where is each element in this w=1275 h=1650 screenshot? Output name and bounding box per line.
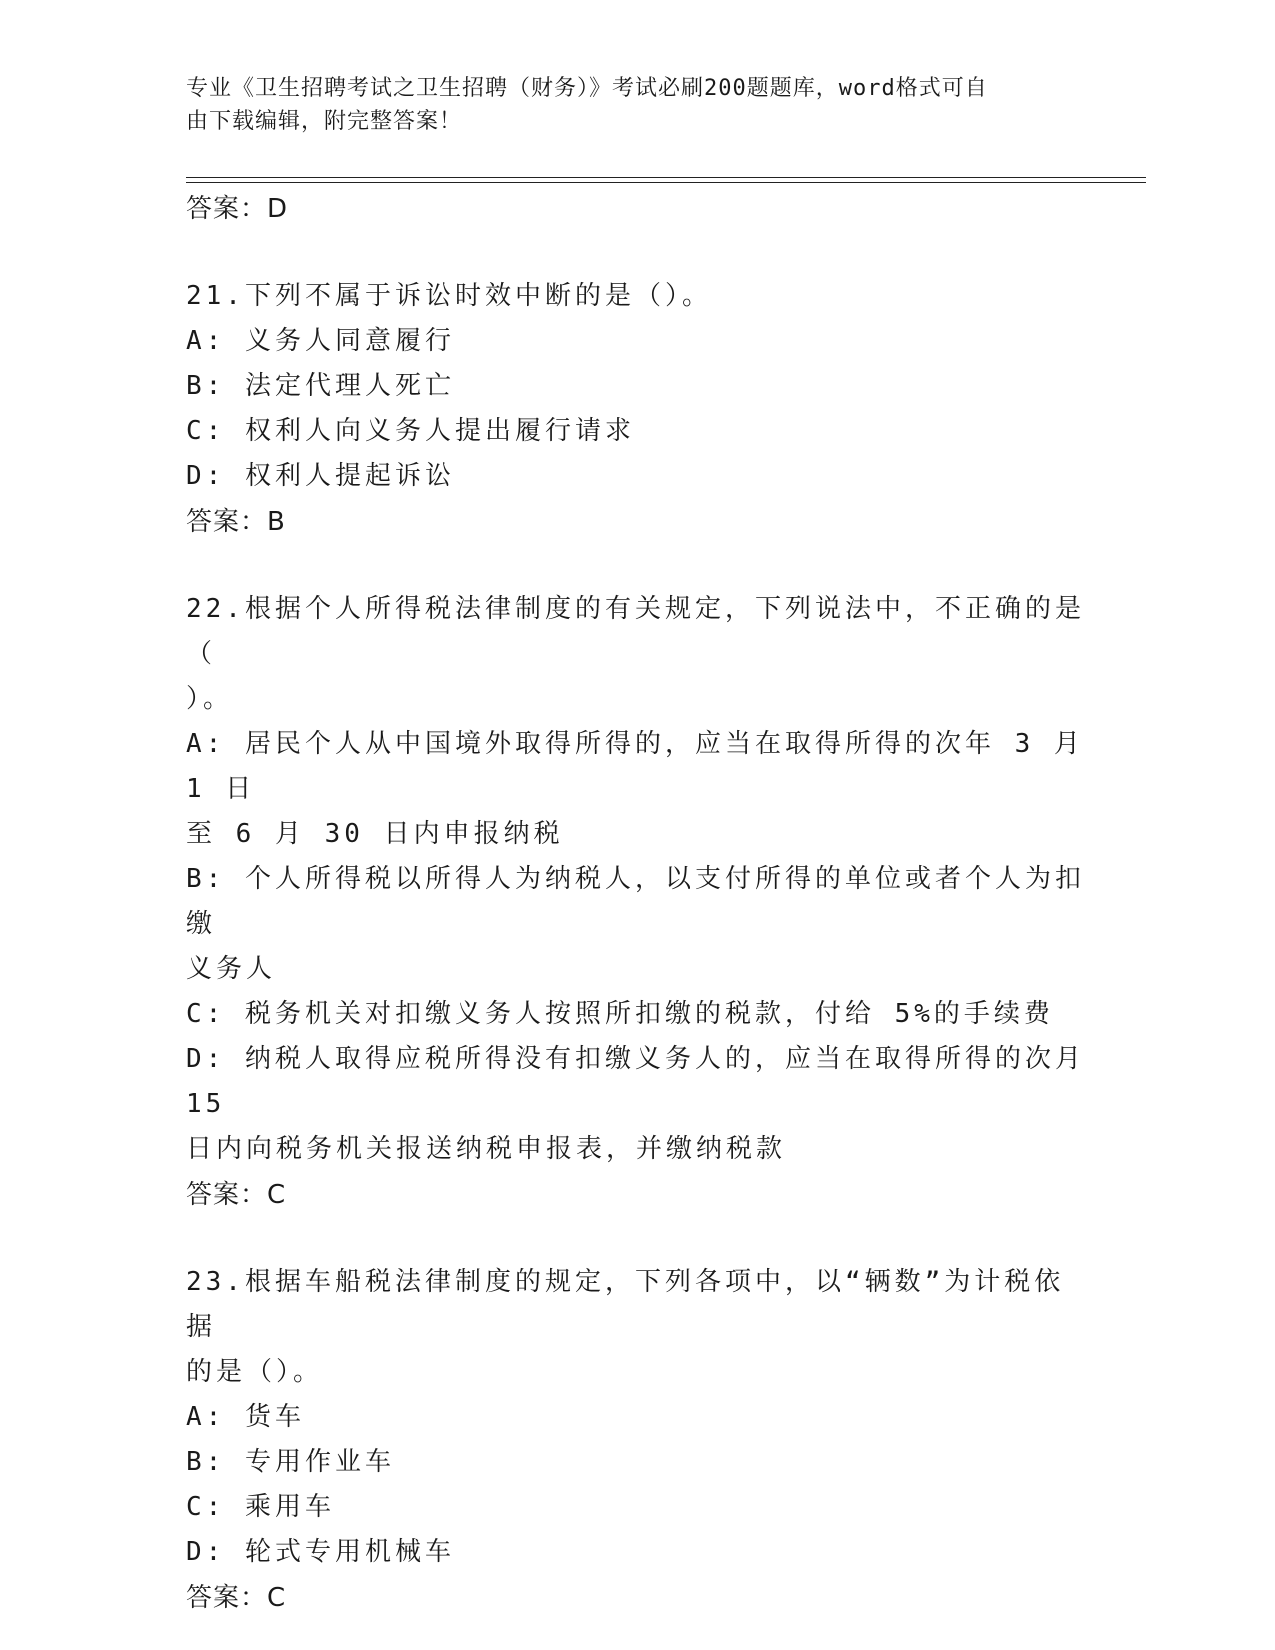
answer: 答案：C [186, 1583, 287, 1613]
option-a [186, 319, 1086, 364]
question-list [186, 186, 1086, 1621]
question-22 [186, 587, 1086, 1218]
option-c [186, 992, 1086, 1037]
question-stem: ）。 [186, 684, 234, 714]
option-b [186, 1440, 1086, 1485]
option-text: A: 货车 [186, 1402, 305, 1432]
option-text: D: 纳税人取得应税所得没有扣缴义务人的，应当在取得所得的次月 15 [186, 1044, 1085, 1119]
header-divider [186, 177, 1146, 178]
option-d [186, 1530, 1086, 1575]
answer: 答案：C [186, 1180, 287, 1210]
header-line: 专业《卫生招聘考试之卫生招聘（财务）》考试必刷200题题库，word格式可自 [186, 76, 988, 101]
option-text: D: 轮式专用机械车 [186, 1537, 455, 1567]
option-text: D: 权利人提起诉讼 [186, 461, 455, 491]
previous-answer: 答案：D [186, 194, 289, 224]
option-a [186, 722, 1086, 857]
option-a [186, 1395, 1086, 1440]
option-text: B: 法定代理人死亡 [186, 371, 455, 401]
option-text: B: 专用作业车 [186, 1447, 395, 1477]
question-stem: 23.根据车船税法律制度的规定，下列各项中，以“辆数”为计税依据 [186, 1267, 1065, 1342]
option-d [186, 1037, 1086, 1172]
option-text: 日内向税务机关报送纳税申报表，并缴纳税款 [186, 1134, 787, 1164]
header-line: 由下载编辑，附完整答案！ [186, 109, 463, 134]
option-text: C: 权利人向义务人提出履行请求 [186, 416, 635, 446]
question-21 [186, 274, 1086, 545]
option-text: 至 6 月 30 日内申报纳税 [186, 819, 564, 849]
question-stem: 21.下列不属于诉讼时效中断的是（）。 [186, 281, 712, 311]
option-text: B: 个人所得税以所得人为纳税人，以支付所得的单位或者个人为扣缴 [186, 864, 1085, 939]
option-text: A: 义务人同意履行 [186, 326, 455, 356]
question-23 [186, 1260, 1086, 1621]
header-divider [186, 182, 1146, 183]
document-header [186, 72, 1066, 138]
option-d [186, 454, 1086, 499]
question-stem: 22.根据个人所得税法律制度的有关规定，下列说法中，不正确的是（ [186, 594, 1085, 669]
option-c [186, 1485, 1086, 1530]
option-text: A: 居民个人从中国境外取得所得的，应当在取得所得的次年 3 月 1 日 [186, 729, 1084, 804]
answer: 答案：B [186, 507, 286, 537]
option-c [186, 409, 1086, 454]
option-text: C: 税务机关对扣缴义务人按照所扣缴的税款，付给 5%的手续费 [186, 999, 1054, 1029]
question-stem: 的是（）。 [186, 1357, 324, 1387]
option-text: C: 乘用车 [186, 1492, 335, 1522]
option-text: 义务人 [186, 954, 277, 984]
option-b [186, 364, 1086, 409]
option-b [186, 857, 1086, 992]
